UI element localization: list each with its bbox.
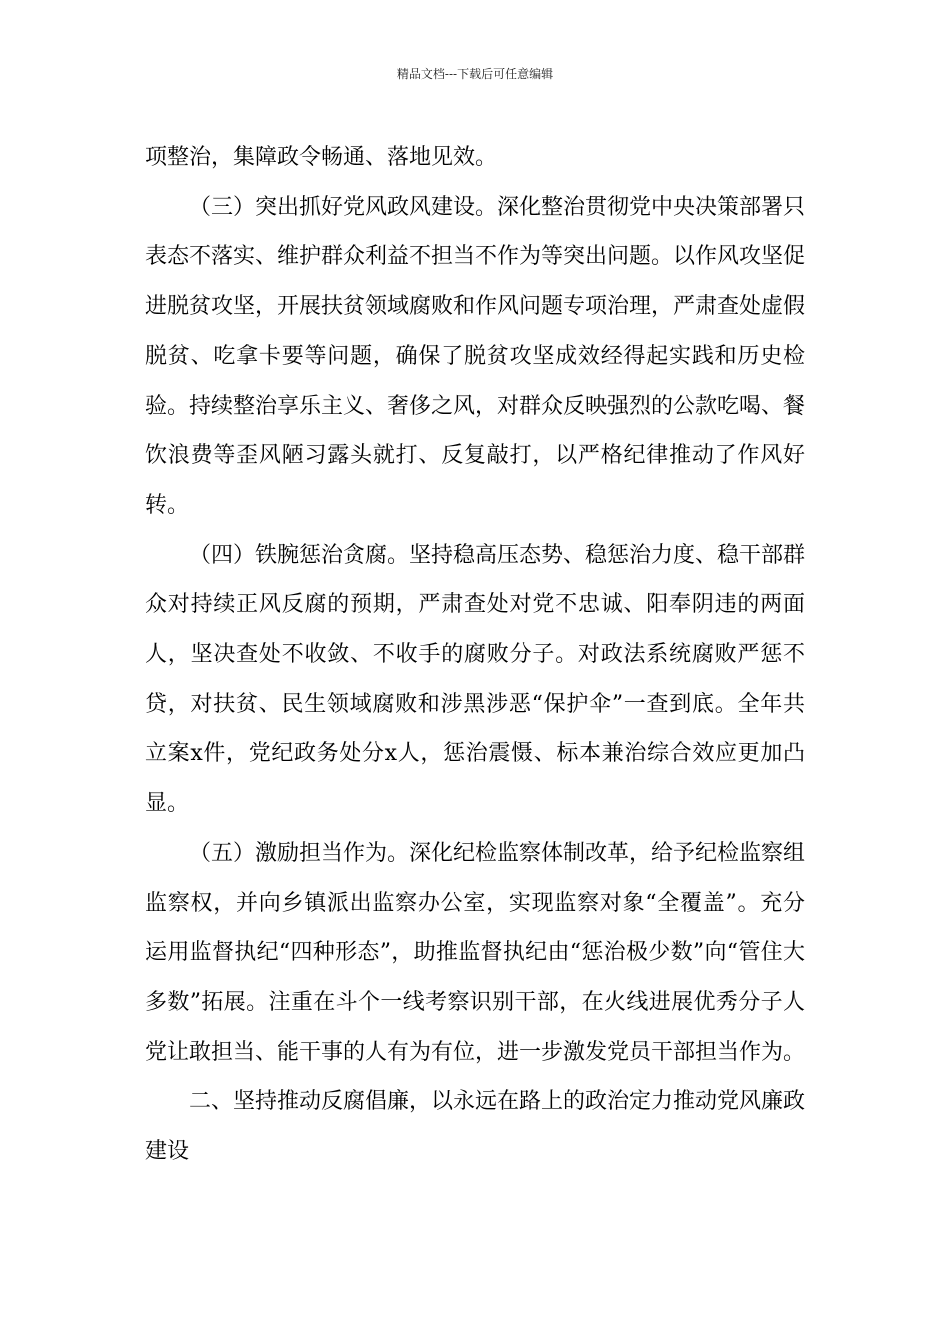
- paragraph-section-3: （三）突出抓好党风政风建设。深化整治贯彻党中央决策部署只表态不落实、维护群众利益不担当不作为等突出问题。以作风攻坚促进脱贫攻坚，开展扶贫领域腐败和作风问题专项治理，严肃查处虚假脱贫、吃拿卡要等问题，确保了脱贫攻坚成效经得起实践和历史检验。持续整治享乐主义、奢侈之风，对群众反映强烈的公款吃喝、餐饮浪费等歪风陋习露头就打、反复敲打，以严格纪律推动了作风好转。: [145, 194, 806, 518]
- page-header: 精品文档---下载后可任意编辑: [396, 67, 554, 81]
- paragraph-section-4: （四）铁腕惩治贪腐。坚持稳高压态势、稳惩治力度、稳干部群众对持续正风反腐的预期，严肃查处对党不忠诚、阳奉阴违的两面人，坚决查处不收敛、不收手的腐败分子。对政法系统腐败严惩不贷，对扶贫、民生领域腐败和涉黑涉恶“保护伞”一查到底。全年共立案x件，党纪政务处分x人，惩治震慑、标本兼治综合效应更加凸显。: [145, 542, 806, 817]
- paragraph-continuation: 项整治，集障政令畅通、落地见效。: [145, 145, 498, 170]
- document-body: [145, 133, 805, 1177]
- paragraph-section-5: （五）激励担当作为。深化纪检监察体制改革，给予纪检监察组监察权，并向乡镇派出监察办公室，实现监察对象“全覆盖”。充分运用监督执纪“四种形态”，助推监督执纪由“惩治极少数”向“管住大多数”拓展。注重在斗个一线考察识别干部，在火线进展优秀分子人党让敢担当、能干事的人有为有位，进一步激发党员干部担当作为。: [145, 840, 806, 1065]
- paragraph-heading-2: 二、坚持推动反腐倡廉，以永远在路上的政治定力推动党风廉政建设: [145, 1089, 806, 1165]
